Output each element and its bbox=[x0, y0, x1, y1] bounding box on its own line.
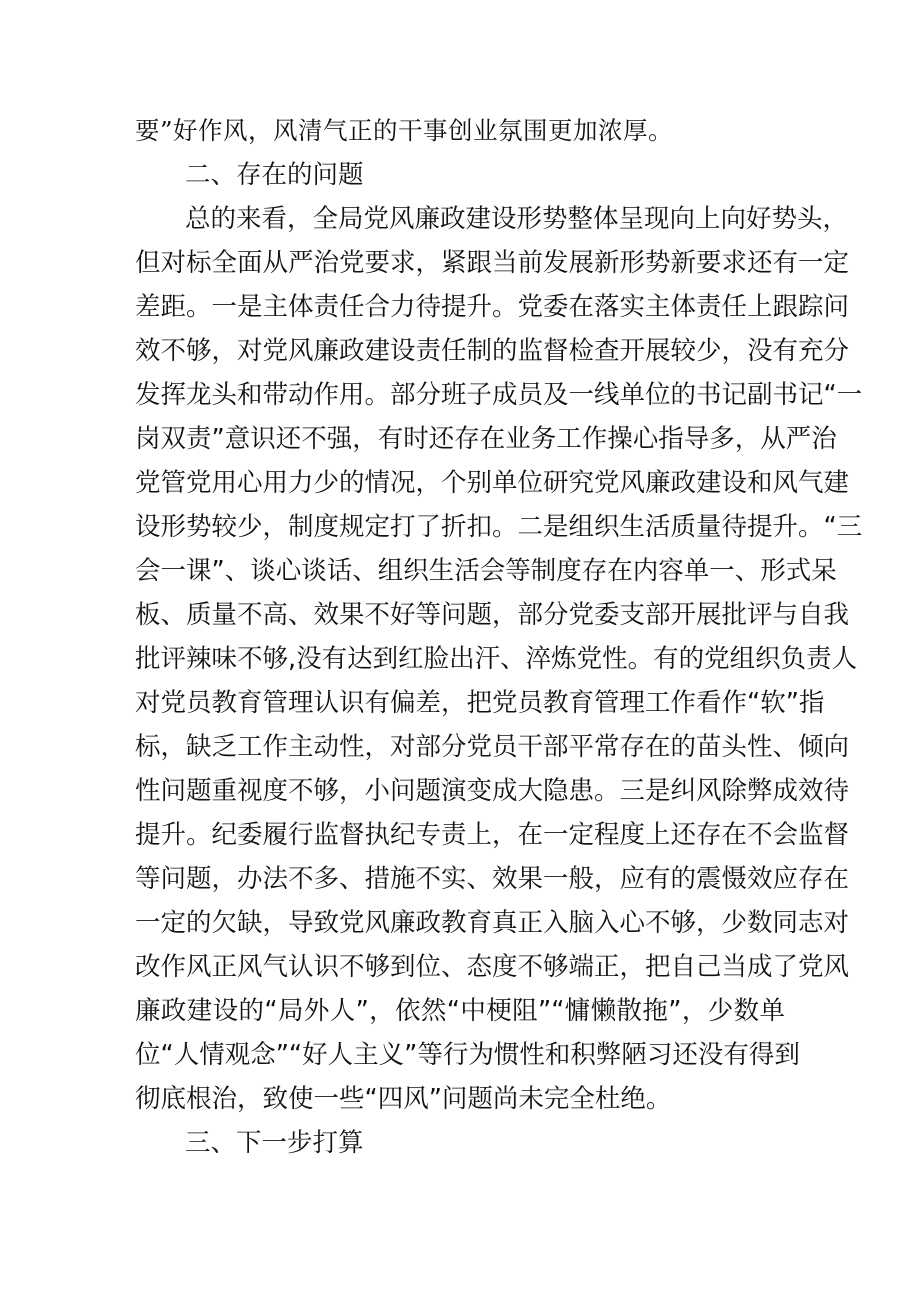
paragraph-line: 设形势较少，制度规定打了折扣。二是组织生活质量待提升。“三 bbox=[135, 512, 863, 542]
paragraph-line: 改作风正风气认识不够到位、态度不够端正，把自己当成了党风 bbox=[135, 952, 850, 982]
paragraph-line: 板、质量不高、效果不好等问题，部分党委支部开展批评与自我 bbox=[135, 600, 850, 630]
paragraph-line: 等问题，办法不多、措施不实、效果一般，应有的震慑效应存在 bbox=[135, 864, 850, 894]
paragraph-line: 位“人情观念”“好人主义”等行为惯性和积弊陋习还没有得到 bbox=[135, 1040, 800, 1070]
paragraph-line: 性问题重视度不够，小问题演变成大隐患。三是纠风除弊成效待 bbox=[135, 776, 850, 806]
paragraph-line: 一定的欠缺，导致党风廉政教育真正入脑入心不够，少数同志对 bbox=[135, 908, 850, 938]
paragraph-line: 廉政建设的“局外人”，依然“中梗阻”“慵懒散拖”，少数单 bbox=[135, 996, 785, 1026]
paragraph-line: 彻底根治，致使一些“四风”问题尚未完全杜绝。 bbox=[135, 1084, 672, 1114]
section-two-heading: 二、存在的问题 bbox=[185, 160, 364, 190]
paragraph-line: 会一课”、谈心谈话、组织生活会等制度存在内容单一、形式呆 bbox=[135, 556, 837, 586]
paragraph-line: 党管党用心用力少的情况，个别单位研究党风廉政建设和风气建 bbox=[135, 468, 850, 498]
paragraph-line: 差距。一是主体责任合力待提升。党委在落实主体责任上跟踪问 bbox=[135, 292, 850, 322]
paragraph-line: 总的来看，全局党风廉政建设形势整体呈现向上向好势头， bbox=[185, 204, 849, 234]
paragraph-line: 批评辣味不够,没有达到红脸出汗、淬炼党性。有的党组织负责人 bbox=[135, 644, 858, 674]
section-three-heading: 三、下一步打算 bbox=[185, 1128, 364, 1158]
paragraph-line: 岗双责”意识还不强，有时还存在业务工作操心指导多，从严治 bbox=[135, 424, 837, 454]
paragraph-line: 效不够，对党风廉政建设责任制的监督检查开展较少，没有充分 bbox=[135, 336, 850, 366]
paragraph-line: 对党员教育管理认识有偏差，把党员教育管理工作看作“软”指 bbox=[135, 688, 825, 718]
paragraph-line: 但对标全面从严治党要求，紧跟当前发展新形势新要求还有一定 bbox=[135, 248, 850, 278]
continuation-line: 要”好作风，风清气正的干事创业氛围更加浓厚。 bbox=[135, 116, 674, 145]
paragraph-line: 提升。纪委履行监督执纪专责上，在一定程度上还存在不会监督 bbox=[135, 820, 850, 850]
paragraph-line: 标，缺乏工作主动性，对部分党员干部平常存在的苗头性、倾向 bbox=[135, 732, 850, 762]
paragraph-line: 发挥龙头和带动作用。部分班子成员及一线单位的书记副书记“一 bbox=[135, 380, 863, 410]
